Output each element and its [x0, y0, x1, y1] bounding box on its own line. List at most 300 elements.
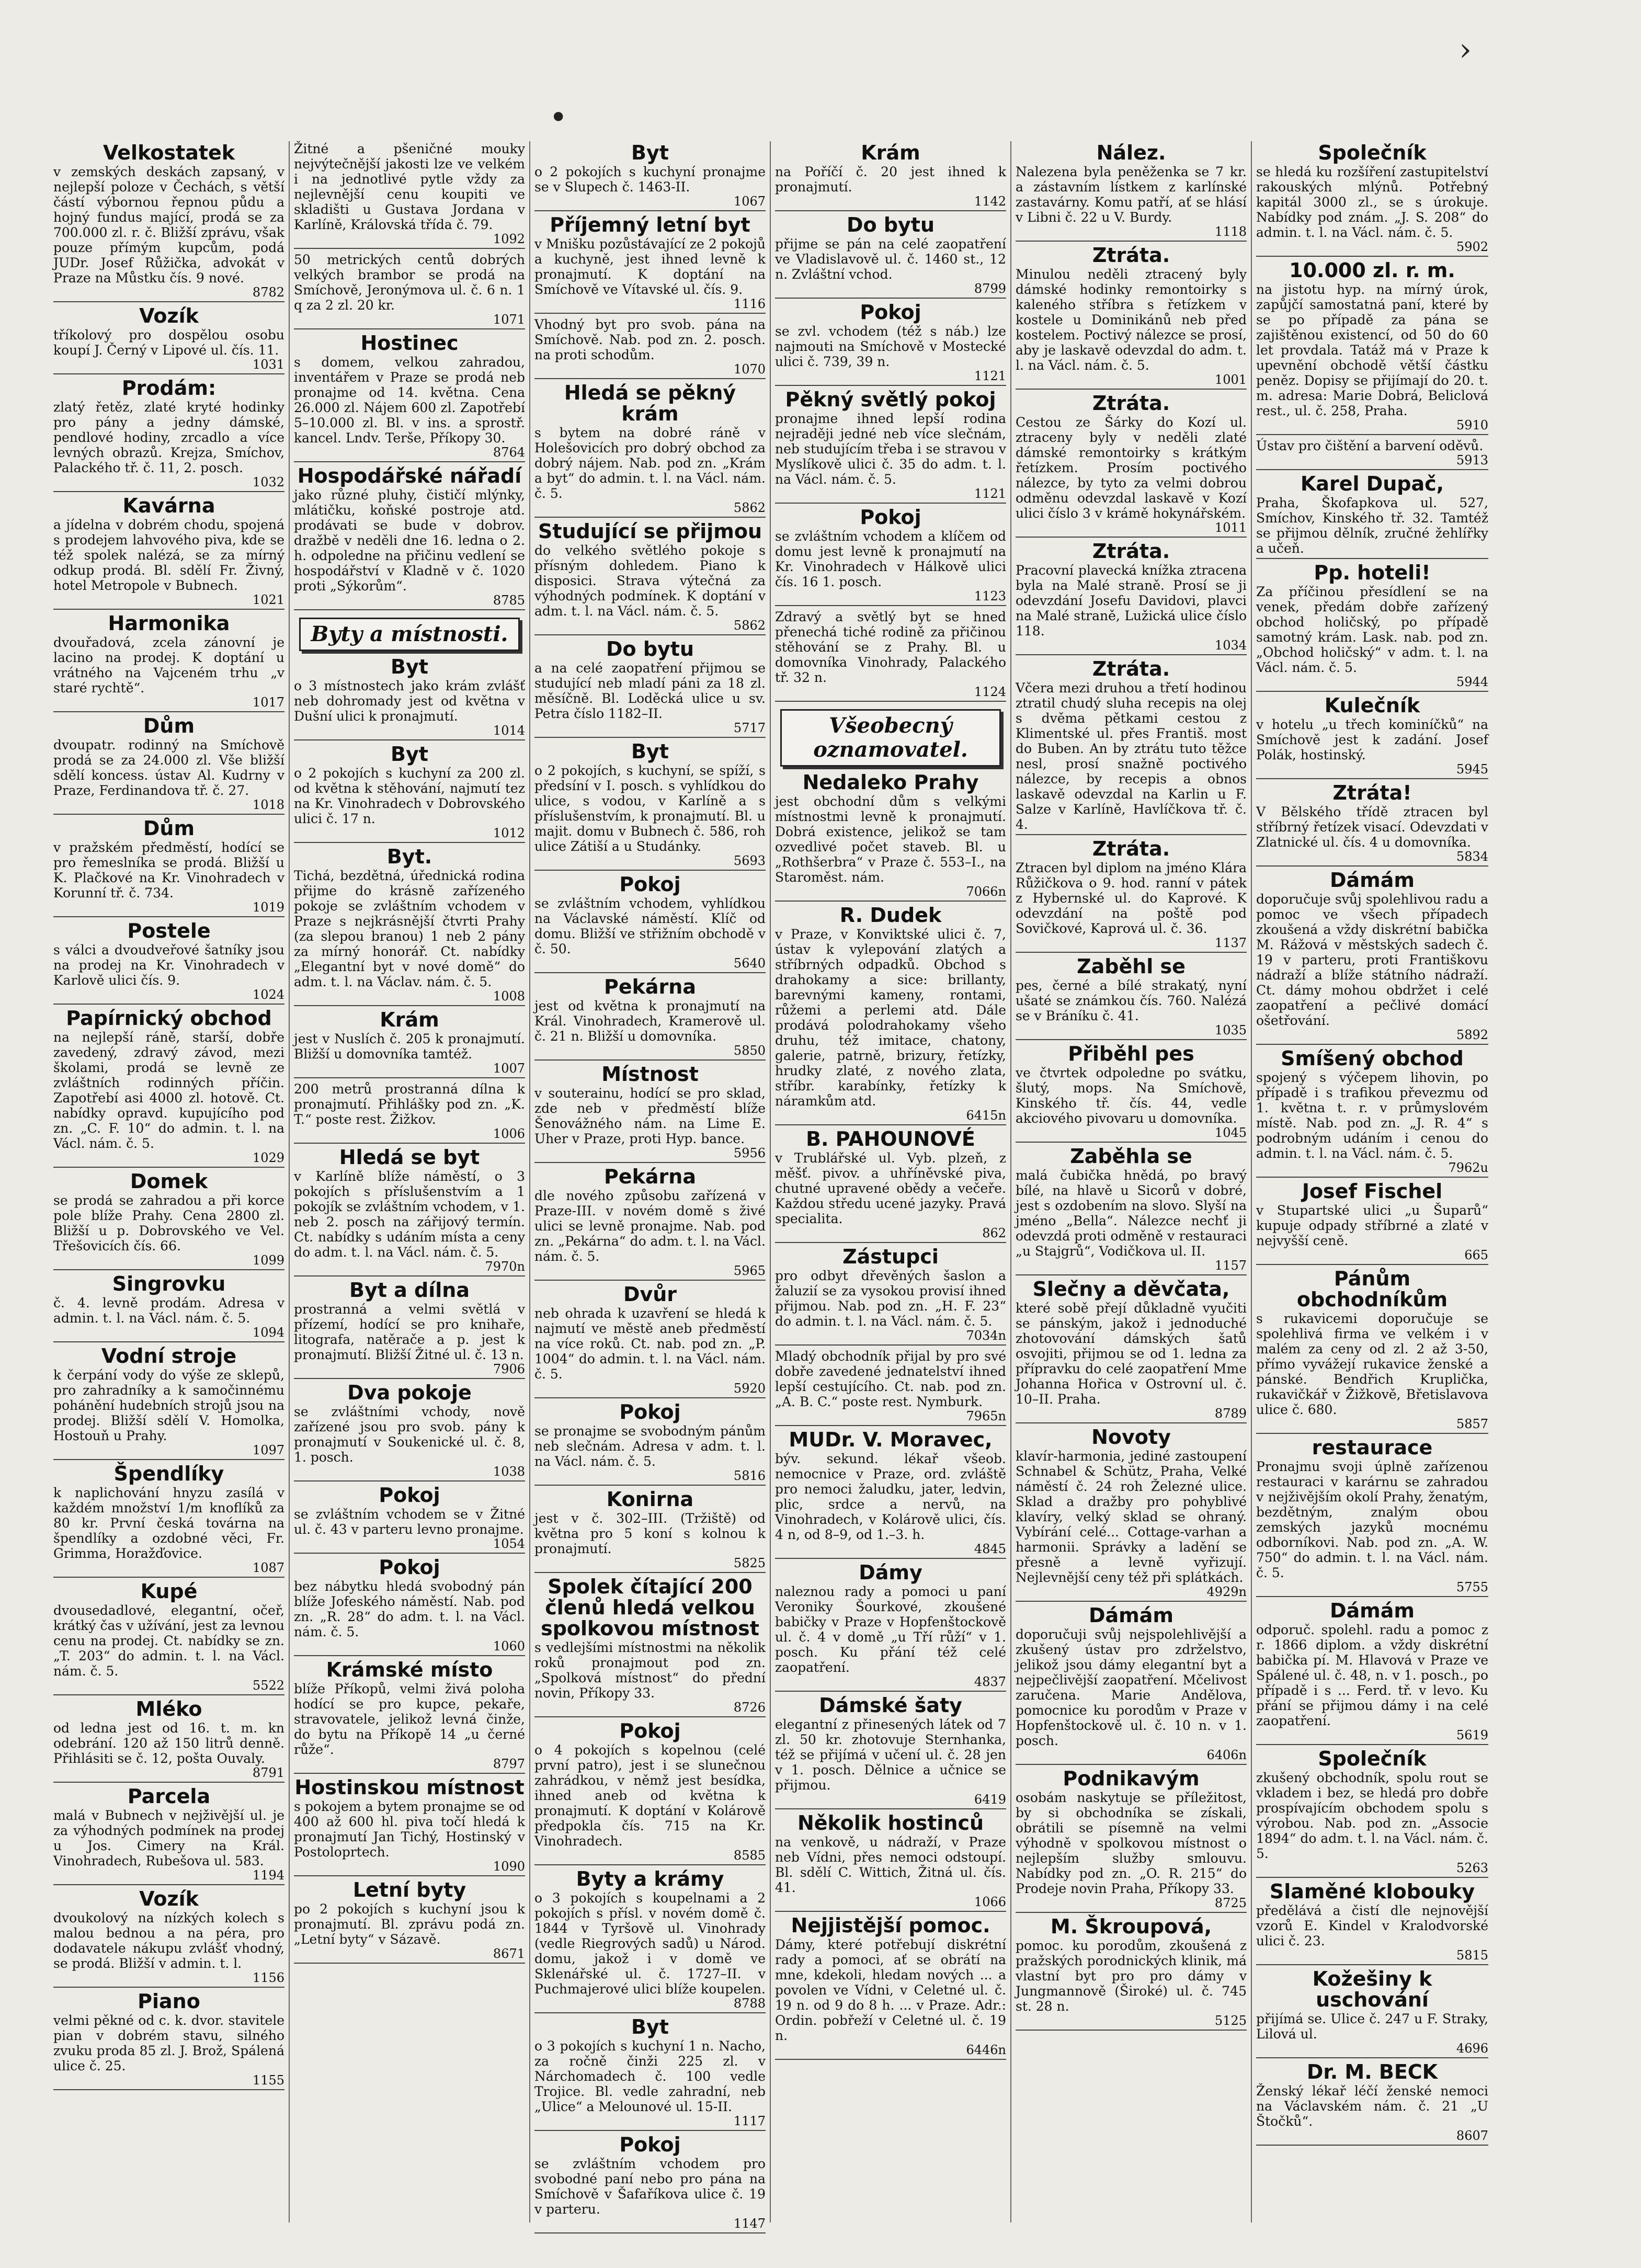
classified-ad — [1256, 473, 1488, 559]
ad-text: Ztracen byl diplom na jméno Klára Růžičkova o 9. hod. ranní v pátek z Hybernské ul. do Kaprové. K odevzdání na poště pod Sovičkové, Kaprová ul. č. 36. — [1016, 860, 1247, 936]
ad-text: Praha, Škofapkova ul. 527, Smíchov, Kinského tř. 32. Tamtéž se přijmou dělník, zručné žehlířky a učeň. — [1256, 495, 1488, 556]
ad-number: 4929n — [1206, 1585, 1247, 1599]
ad-heading: Konirna — [606, 1488, 694, 1511]
ad-heading: Společník — [1318, 141, 1427, 164]
ad-heading: Spolek čítající 200 členů hledá velkou spolkovou místnost — [541, 1575, 759, 1640]
ad-text: v Karlíně blíže náměstí, o 3 pokojích s příslušenstvím a 1 pokojík se zvláštním vchodem, v 1. neb 2. posch na zářijový termín. Ct. nabídky s udáním místa a ceny do adm. t. l. na Václ. nám. č. 5. — [294, 1169, 525, 1260]
ad-text: blíže Příkopů, velmi živá poloha hodící se pro kupce, pekaře, stravovatele, jelikož levná činže, do bytu na Příkopě 14 „u černé růže“. — [294, 1681, 525, 1757]
classified-ad — [775, 905, 1006, 1125]
ad-text: Pracovní plavecká knížka ztracena byla na Malé straně. Prosí se ji odevzdání Josefu Davidovi, plavci na Malé straně, Lužická ulice číslo 118. — [1016, 563, 1247, 639]
ad-text: ve čtvrtek odpoledne po svátku, šlutý, mops. Na Smíchově, Kinského tř. čís. 44, vedle akciového pivovaru u domovníka. — [1016, 1065, 1247, 1126]
ad-heading: Domek — [130, 1170, 208, 1193]
ad-heading: Hledá se pěkný krám — [564, 381, 736, 425]
classified-ad — [775, 609, 1006, 702]
ad-heading: Harmonika — [108, 612, 230, 635]
classified-ad — [1016, 541, 1247, 655]
ad-text: dvouřadová, zcela zánovní je lacino na prodej. K doptání u vrátného na Vajceném trhu „v staré rychtě“. — [53, 635, 284, 696]
ad-heading: Parcela — [127, 1785, 211, 1808]
ad-text: do velkého světlého pokoje s přísným dohledem. Piano k disposici. Strava výtečná za výhodných podmínek. K doptání v adm. t. l. na Václ. nám. č. 5. — [534, 543, 766, 619]
ad-heading: Pokoj — [860, 301, 921, 324]
ad-number: 7034n — [966, 1328, 1006, 1343]
ad-heading: Dům — [143, 817, 195, 840]
classified-ad — [1016, 1427, 1247, 1602]
ad-heading: Krám — [380, 1008, 439, 1031]
ad-heading: Vozík — [139, 304, 199, 327]
ad-text: se zvláštními vchody, nově zařízené jsou pro svob. pány k pronajmutí v Soukenické ul. č. 8, 1. posch. — [294, 1404, 525, 1465]
ad-number: 5522 — [252, 1678, 284, 1693]
ad-number: 1001 — [1214, 372, 1247, 387]
classified-ad — [294, 333, 525, 462]
column-3 — [530, 141, 771, 2231]
column-5 — [1011, 141, 1252, 2223]
ad-heading: Pp. hoteli! — [1314, 561, 1431, 584]
ad-heading: Letní byty — [352, 1878, 466, 1901]
ad-text: jest v č. 302–III. (Tržiště) od května pro 5 koní s kolnou k pronajmutí. — [534, 1511, 766, 1556]
ad-heading: Velkostatek — [102, 141, 235, 164]
ad-number: 1090 — [493, 1859, 525, 1874]
ad-text: neb ohrada k uzavření se hledá k najmutí ve městě aneb předměstí na více roků. Ct. nab. pod zn. „P. 1004“ do admin. t. l. na Václ. nám. č. 5. — [534, 1306, 766, 1382]
ad-text: k naplichování hnyzu zasílá v každém množství 1/m knoflíků za 80 kr. První česká továrna na špendlíky a ozdobné věci, Fr. Grimma, Horažďovice. — [53, 1485, 284, 1561]
ad-text: se pronajme se svobodným pánům neb slečnám. Adresa v adm. t. l. na Václ. nám. č. 5. — [534, 1423, 766, 1469]
classified-ad — [53, 378, 284, 492]
ad-number: 1092 — [493, 232, 525, 246]
ad-number: 5640 — [733, 956, 766, 971]
ad-number: 8764 — [493, 445, 525, 460]
ad-number: 1087 — [252, 1560, 284, 1575]
ad-text: velmi pěkné od c. k. dvor. stavitele pian v dobrém stavu, silného zvuku proda 85 zl. J. Brož, Spálená ulice č. 25. — [53, 2013, 284, 2073]
ad-number: 5902 — [1456, 240, 1488, 254]
classified-ad — [294, 1879, 525, 1964]
ad-text: prostranná a velmi světlá v přízemí, hodící se pro knihaře, litografa, natěrače a p. jest k pronajmutí. Bližší Žitné ul. č. 13 n. — [294, 1302, 525, 1362]
ad-text: pes, černé a bílé strakatý, nyní ušaté se známkou čís. 760. Nalézá se v Bráníku č. 41. — [1016, 978, 1247, 1023]
classified-ad — [294, 1280, 525, 1379]
classified-ad — [1016, 1916, 1247, 2031]
classified-columns — [49, 141, 1492, 2231]
classified-ad — [1016, 1043, 1247, 1143]
ad-number: 1014 — [493, 723, 525, 738]
classified-ad — [294, 1777, 525, 1876]
ad-number: 5816 — [733, 1468, 766, 1483]
ad-heading: R. Dudek — [839, 904, 942, 927]
classified-ad — [534, 639, 766, 738]
classified-ad — [1256, 1048, 1488, 1178]
classified-ad — [53, 1463, 284, 1578]
ad-heading: Společník — [1318, 1747, 1427, 1770]
ad-text: a na celé zaopatření přijmou se studující neb mladí páni za 18 zl. měsíčně. Bl. Loděcká ulice u sv. Petra číslo 1182–II. — [534, 660, 766, 721]
ad-heading: Pokoj — [379, 1484, 440, 1507]
ad-text: přijme se pán na celé zaopatření ve Vladislavově ul. č. 1460 st., 12 n. Zvláštní vchod. — [775, 236, 1006, 282]
classified-ad — [534, 1576, 766, 1717]
ad-heading: Krám — [861, 141, 920, 164]
ad-text: přijímá se. Ulice č. 247 u F. Straky, Lilová ul. — [1256, 2011, 1488, 2042]
ad-heading: Ztráta! — [1332, 781, 1412, 804]
ad-heading: Slečny a děvčata, — [1032, 1278, 1230, 1301]
classified-ad — [775, 142, 1006, 211]
classified-ad — [775, 1813, 1006, 1912]
ad-text: elegantní z přinesených látek od 7 zl. 50 kr. zhotovuje Sternhanka, též se přijímá v učení ul. č. 28 jen v 1. posch. Dělnice a učnice se přijmou. — [775, 1717, 1006, 1793]
classified-ad — [1016, 1605, 1247, 1765]
classified-ad — [1016, 838, 1247, 953]
classified-ad — [1016, 1279, 1247, 1423]
ad-heading: Dámy — [859, 1561, 922, 1584]
ad-heading: Kavárna — [122, 494, 215, 517]
classified-ad — [775, 1915, 1006, 2060]
classified-ad — [1256, 1437, 1488, 1597]
ad-heading: Vozík — [139, 1887, 199, 1910]
classified-ad — [1256, 1600, 1488, 1745]
ad-heading: Pěkný světlý pokoj — [785, 388, 996, 411]
ad-heading: Pokoj — [860, 506, 921, 529]
classified-ad — [53, 715, 284, 815]
ad-heading: Mléko — [135, 1697, 202, 1720]
ad-text: Mladý obchodník přijal by pro své dobře zavedené jednatelství ihned lepší cestujícího. Ct. nab. pod zn. „A. B. C.“ poste rest. Nymburk. — [775, 1349, 1006, 1409]
classified-ad — [534, 142, 766, 211]
ad-text: s vedlejšími místnostmi na několik roků pronajmout pod zn. „Spolková místnost“ do přední novin, Příkopy 33. — [534, 1640, 766, 1701]
ad-number: 8585 — [733, 1848, 766, 1863]
ad-text: pronajme ihned lepší rodina nejraději jedné neb více slečnám, neb studujícím třeba i se stravou v Myslíkově ulici č. 35 do adm. t. l. na Václ. nám. č. 5. — [775, 411, 1006, 487]
ad-heading: Singrovku — [112, 1272, 226, 1295]
ad-heading: Nález. — [1096, 141, 1166, 164]
ad-heading: Pekárna — [604, 1165, 696, 1188]
ad-number: 1012 — [493, 826, 525, 840]
ad-heading: Prodám: — [121, 377, 216, 400]
classified-ad — [775, 214, 1006, 299]
ad-text: od ledna jest od 16. t. m. kn odebrání. 120 až 150 litrů denně. Přihlásiti se č. 12, pošta Ouvaly. — [53, 1720, 284, 1766]
ad-number: 5944 — [1456, 675, 1488, 689]
ad-number: 1024 — [252, 987, 284, 1002]
ad-text: Nalezena byla peněženka se 7 kr. a zástavním lístkem z karlínské zastavárny. Komu patří, ať se hlásí v Libni č. 22 u V. Burdy. — [1016, 164, 1247, 225]
ad-heading: Podnikavým — [1063, 1767, 1200, 1790]
ad-number: 1071 — [493, 312, 525, 327]
ad-number: 5693 — [733, 853, 766, 868]
ad-heading: Ztráta. — [1092, 392, 1170, 415]
ad-text: se zvláštním vchodem se v Žitné ul. č. 43 v parteru levno pronajme. — [294, 1507, 525, 1537]
ad-text: o 3 místnostech jako krám zvlášť neb dohromady jest od května v Dušní ulici k pronajmutí. — [294, 678, 525, 724]
ad-text: na jistotu hyp. na mírný úrok, zapůjčí samostatná paní, které by se po případě za pána se zajištěnou existencí, od 50 do 60 let provdala. Tatáž má v Praze k upevnění obchodě větší částku peněz. Dopisy se přijímají do 20. t. m. adresa: Marie Dobrá, Beliclová rest., ul. č. 258, Praha. — [1256, 282, 1488, 418]
ad-text: se prodá se zahradou a při korce pole blíže Prahy. Cena 2800 zl. Bližší u p. Dobrovského ve Vel. Třešovicích čís. 66. — [53, 1193, 284, 1253]
classified-ad — [534, 521, 766, 635]
ad-text: Cestou ze Šárky do Kozí ul. ztraceny byly v neděli zlaté dámské remontoirky s krátkým řetízkem. Prosím poctivého nálezce, by tyto za velmi dobrou odměnu odevzdal laskavě v Kozí ulici číslo 3 v krámě hokynářském. — [1016, 415, 1247, 521]
ad-heading: Zaběhl se — [1077, 955, 1186, 978]
ad-number: 8671 — [493, 1946, 525, 1961]
ad-heading: Nejjistější pomoc. — [791, 1914, 990, 1937]
ad-number: 1066 — [974, 1895, 1006, 1909]
ad-number: 7906 — [493, 1362, 525, 1376]
ad-number: 1121 — [974, 486, 1006, 501]
classified-ad — [53, 1581, 284, 1695]
ad-number: 1038 — [493, 1464, 525, 1479]
ad-text: se zvl. vchodem (též s náb.) lze najmouti na Smíchově v Mostecké ulici č. 739, 39 n. — [775, 324, 1006, 369]
classified-ad — [53, 818, 284, 917]
ad-number: 1011 — [1214, 520, 1247, 535]
ad-heading: Ztráta. — [1092, 540, 1170, 563]
classified-ad — [1016, 142, 1247, 242]
ad-text: o 3 pokojích s koupelnami a 2 pokojích s přísl. v novém domě č. 1844 v Tyršově ul. Vinohrady (vedle Riegrových sadů) u Národ. domu, jakož i v domě ve Sklenářské ul. č. 1727–II. v Puchmajerové ulici blíže koupelen. — [534, 1890, 766, 1997]
ad-number: 8782 — [252, 285, 284, 300]
page-mark-right: › — [1459, 31, 1472, 68]
ad-text: Ženský lékař léčí ženské nemoci na Václavském nám. č. 21 „U Štočků“. — [1256, 2083, 1488, 2129]
ad-number: 5920 — [733, 1381, 766, 1396]
ad-heading: Pokoj — [619, 1719, 681, 1742]
classified-ad — [1016, 393, 1247, 538]
ad-text: v Praze, v Konviktské ulici č. 7, ústav k vylepování zlatých a stříbrných odpadků. Obchod s drahokamy a sice: brillanty, barevnými kameny, rontami, růžemi a perlemi atd. Dále prodává polodrahokamy všeho druhu, též imitace, chatony, galerie, patrně, brizury, řetízky, hrudky zlaté, z nového zlata, stříbr. karabínky, řetízky k náramkům atd. — [775, 927, 1006, 1109]
ad-text: dvoupatr. rodinný na Smíchově prodá se za 24.000 zl. Vše bližší sdělí koncess. ústav Al. Kudrny v Praze, Ferdinandova tř. č. 27. — [53, 737, 284, 798]
ad-number: 5263 — [1456, 1861, 1488, 1875]
ad-heading: Karel Dupač, — [1300, 472, 1444, 495]
ad-text: bez nábytku hledá svobodný pán blíže Jofeského náměstí. Nab. pod zn. „R. 28“ do adm. t. l. na Václ. nám. č. 5. — [294, 1579, 525, 1639]
classified-ad — [1256, 2061, 1488, 2146]
ad-number: 665 — [1464, 1248, 1488, 1262]
ad-number: 1032 — [252, 475, 284, 489]
ad-number: 1008 — [493, 989, 525, 1004]
ad-heading: Hospodářské nářadí — [297, 464, 522, 487]
section-banner-oznamovatel: Všeobecný oznamovatel. — [780, 709, 1001, 767]
ad-text: Zdravý a světlý byt se hned přenechá tiché rodině za přičinou stěhování se z Prahy. Bl. u domovníka Vinohrady, Palackého tř. 32 n. — [775, 609, 1006, 685]
ad-number: 8726 — [733, 1700, 766, 1715]
classified-ad — [775, 772, 1006, 902]
ad-heading: Smíšený obchod — [1281, 1047, 1464, 1070]
ad-text: dvoukolový na nízkých kolech s malou bednou a na péra, pro dodavatele nákupu zvlášť vhodný, se prodá. Bližší v admin. t. l. — [53, 1910, 284, 1971]
ad-heading: Kulečník — [1324, 694, 1420, 717]
ad-number: 1054 — [493, 1536, 525, 1551]
ad-number: 1021 — [252, 592, 284, 607]
ad-text: pomoc. ku porodům, zkoušená z pražských porodnických klinik, má vlastní byt pro pro dámy v Jungmannově (Široké) ul. č. 745 st. 28 n. — [1016, 1938, 1247, 2014]
ad-text: Ústav pro čištění a barvení oděvů. — [1256, 438, 1484, 453]
classified-ad — [53, 1273, 284, 1342]
ad-text: jest v Nuslích č. 205 k pronajmutí. Bližší u domovníka tamtéž. — [294, 1031, 525, 1062]
ad-text: po 2 pokojích s kuchyní jsou k pronajmutí. Bl. zprávu podá zn. „Letní byty“ v Sázavě. — [294, 1901, 525, 1947]
ad-number: 1157 — [1214, 1258, 1247, 1273]
ad-text: jest od května k pronajmutí na Král. Vinohradech, Kramerově ul. č. 21 n. Bližší u domovníka. — [534, 998, 766, 1044]
classified-ad — [294, 1009, 525, 1078]
ad-heading: Pekárna — [604, 975, 696, 998]
ad-number: 4837 — [974, 1674, 1006, 1689]
classified-ad — [294, 1382, 525, 1481]
classified-ad — [1256, 695, 1488, 779]
ad-heading: Hledá se byt — [339, 1146, 480, 1169]
classified-ad — [1256, 1968, 1488, 2058]
classified-ad — [534, 874, 766, 973]
classified-ad — [534, 214, 766, 314]
classified-ad — [294, 846, 525, 1006]
ad-heading: Hostinec — [360, 332, 459, 355]
ad-heading: Pokoj — [619, 1400, 681, 1423]
ad-number: 5945 — [1456, 762, 1488, 777]
ad-text: dle nového způsobu zařízená v Praze-III. v novém domě s živé ulici se levně pronajme. Nab. pod zn. „Pekárna“ do adm. t. l. na Václ. nám. č. 5. — [534, 1188, 766, 1264]
ad-number: 1121 — [974, 369, 1006, 383]
classified-ad — [1256, 1181, 1488, 1265]
ad-number: 5834 — [1456, 849, 1488, 864]
ad-number: 5965 — [733, 1263, 766, 1278]
ad-number: 1007 — [493, 1061, 525, 1076]
classified-ad — [53, 1991, 284, 2090]
ad-text: k čerpání vody do výše ze sklepů, pro zahradníky a k samočinnému pohánění hudebních strojů jsou na prodej. Bližší sdělí V. Homolka, Hostouň u Prahy. — [53, 1367, 284, 1443]
ad-text: zkušený obchodník, spolu rout se vkladem i bez, se hledá pro dobře prospívajícím obchodem spolu s výrobou. Nab. pod zn. „Associe 1894“ do adm. t. l. na Václ. nám. č. 5. — [1256, 1770, 1488, 1861]
ad-heading: Byt — [391, 743, 428, 766]
classified-ad — [534, 317, 766, 379]
ad-text: s rukavicemi doporučuje se spolehlivá firma ve velkém i v malém za ceny od zl. 2 až 3-50, přímo vyvážejí rukavice ženské a pánské. Bendřich Kruplička, rukavičkář v Žižkově, Břetislavova ulice č. 680. — [1256, 1311, 1488, 1417]
ad-heading: MUDr. V. Moravec, — [789, 1428, 993, 1451]
column-6 — [1252, 141, 1492, 2223]
ad-number: 1156 — [252, 1970, 284, 1985]
classified-ad — [775, 1246, 1006, 1346]
ad-number: 5755 — [1456, 1580, 1488, 1594]
classified-ad — [53, 1008, 284, 1168]
ad-text: v souterainu, hodící se pro sklad, zde neb v předměstí blíže Šenovážného nám. na Lime E. Uher v Praze, proti Hyp. bance. — [534, 1086, 766, 1146]
ad-text: malá v Bubnech v nejživější ul. je za výhodných podmínek na prodej u Jos. Cimery na Král. Vinohradech, Rubešova ul. 583. — [53, 1808, 284, 1868]
ad-number: 1099 — [252, 1253, 284, 1268]
ad-number: 5956 — [733, 1146, 766, 1160]
ad-number: 1142 — [974, 194, 1006, 209]
classified-ad — [53, 613, 284, 712]
classified-ad — [294, 656, 525, 740]
ad-number: 5862 — [733, 500, 766, 515]
ad-heading: Dámské šaty — [819, 1694, 962, 1717]
classified-ad — [1256, 562, 1488, 692]
ad-text: spojený s výčepem lihovin, po případě i s trafikou převezmu od 1. května t. r. v průmyslovém místě. Nab. pod zn. „J. R. 4“ s podrobným udáním i cenou do admin. t. l. na Václ. nám. č. 5. — [1256, 1070, 1488, 1161]
ad-heading: Příjemný letní byt — [550, 213, 750, 236]
ad-text: v hotelu „u třech kominíčků“ na Smíchově jest k zadání. Josef Polák, hostinský. — [1256, 717, 1488, 762]
ad-text: v Trublářské ul. Vyb. plzeň, z měšť. pivov. a uhříněvské piva, chutné upravené obědy a večeře. Každou středu ucené jazyky. Pravá specialita. — [775, 1150, 1006, 1226]
ad-heading: Do bytu — [846, 213, 935, 236]
ad-number: 8789 — [1214, 1406, 1247, 1421]
ad-number: 1070 — [733, 362, 766, 377]
ad-text: Dámy, které potřebují diskrétní rady a pomoci, ať se obrátí na mne, kdekoli, hledam nových ... a povolen ve Vídni, v Celetné ul. č. 19 n. od 9 do 8 h. ... v Praze. Adr.: Ordin. pobřeží v Celetné ul. č. 19 n. — [775, 1937, 1006, 2043]
ad-text: malá čubička hnědá, po bravý bílé, na hlavě u Sicorů v dobré, jest s ozdobením na slovo. Slyší na jméno „Bella“. Nálezce nechť ji odevzdá proti odměně v restauraci „u Stajgrů“, Vodičkova ul. II. — [1016, 1168, 1247, 1259]
ad-number: 6419 — [974, 1792, 1006, 1807]
section-banner-byty: Byty a místnosti. — [299, 618, 520, 651]
classified-ad — [534, 1166, 766, 1281]
ad-number: 8607 — [1456, 2128, 1488, 2143]
ad-number: 1019 — [252, 900, 284, 915]
ad-number: 7965n — [966, 1409, 1006, 1423]
ad-number: 5850 — [733, 1043, 766, 1058]
ad-number: 1031 — [252, 357, 284, 372]
ad-text: Pronajmu svoji úplně zařízenou restauraci v karárnu se zahradou v nejživějším okolí Prahy, ženatým, bezdětným, znalým obou zemských jazyků mocnému odborníkovi. Nab. pod zn. „A. W. 750“ do admin. t. l. na Václ. nám. č. 5. — [1256, 1459, 1488, 1580]
ad-number: 1117 — [733, 2114, 766, 2128]
ad-number: 5717 — [733, 721, 766, 735]
classified-ad — [534, 1489, 766, 1573]
classified-ad — [534, 976, 766, 1061]
classified-ad — [294, 1485, 525, 1554]
ad-text: tříkolový pro dospělou osobu koupí J. Černý v Lipové ul. čís. 11. — [53, 327, 284, 358]
ad-heading: Ztráta. — [1092, 244, 1170, 267]
classified-ad — [534, 2134, 766, 2233]
ad-text: o 4 pokojích s kopelnou (celé první patro), jest i se slunečnou zahrádkou, v němž jest besídka, ihned aneb od května k pronajmutí. K doptání v Kolárově předpokla čís. 715 na Kr. Vinohradech. — [534, 1742, 766, 1849]
classified-ad — [534, 1868, 766, 2013]
ad-heading: Byt — [631, 740, 669, 763]
classified-ad — [53, 142, 284, 302]
ad-number: 5125 — [1214, 2013, 1247, 2028]
ad-text: v zemských deskách zapsaný, v nejlepší poloze v Čechách, s větší částí výbornou řepnou půdu a hojný fundus mající, prodá se za 700.000 zl. r. č. Bližší zprávu, však pouze přímým kupcům, podá JUDr. Josef Růžička, advokát v Praze na Můstku čís. 9 nové. — [53, 164, 284, 286]
ad-text: se hledá ku rozšíření zastupitelství rakouských mlýnů. Potřebný kapitál 3000 zl., se s úrokuje. Nabídky pod znám. „J. S. 208“ do admin. t. l. na Václ. nám. č. 5. — [1256, 164, 1488, 240]
ad-number: 1137 — [1214, 936, 1247, 950]
ad-number: 7970n — [485, 1259, 525, 1274]
classified-ad — [775, 1349, 1006, 1426]
ad-number: 1118 — [1214, 224, 1247, 239]
ad-text: o 3 pokojích s kuchyní 1 n. Nacho, za ročně činži 225 zl. v Nárchomadech č. 100 vedle Trojice. Bl. vedle zahradní, neb „Ulice“ a Melounové ul. 15-II. — [534, 2038, 766, 2114]
ad-text: zlatý řetěz, zlaté kryté hodinky pro pány a jedny dámské, pendlové hodiny, zrcadlo a více levných obrazů. Krejza, Smíchov, Palackého tř. č. 11, 2. posch. — [53, 400, 284, 475]
ad-number: 7066n — [966, 884, 1006, 899]
ad-number: 5857 — [1456, 1417, 1488, 1431]
ad-heading: Kupé — [140, 1580, 198, 1603]
ad-number: 4696 — [1456, 2041, 1488, 2056]
ad-text: č. 4. levně prodám. Adresa v admin. t. l. na Václ. nám. č. 5. — [53, 1295, 284, 1326]
ad-number: 8725 — [1214, 1896, 1247, 1910]
ad-number: 1034 — [1214, 638, 1247, 653]
ad-heading: B. PAHOUNOVÉ — [806, 1127, 975, 1150]
classified-ad — [534, 382, 766, 518]
ad-text: o 2 pokojích s kuchyní pronajme se v Slupech č. 1463-II. — [534, 164, 766, 195]
ad-text: předělává a čistí dle nejnovější vzorů E. Kindel v Kralodvorské ulici č. 23. — [1256, 1903, 1488, 1948]
ad-number: 1194 — [252, 1868, 284, 1883]
ad-heading: Dva pokoje — [347, 1381, 472, 1404]
ad-heading: Josef Fischel — [1302, 1180, 1443, 1203]
ad-heading: Slaměné klobouky — [1269, 1880, 1475, 1903]
classified-ad — [534, 1401, 766, 1486]
ad-heading: Krámské místo — [326, 1658, 493, 1681]
classified-ad — [1256, 142, 1488, 257]
classified-ad — [775, 1562, 1006, 1692]
ad-heading: Byt. — [386, 845, 432, 868]
ad-text: Za příčinou přesídlení se na venek, předám dobře zařízený obchod holičský, po případě samotný krám. Lask. nab. pod zn. „Obchod holičský“ v adm. t. l. na Václ. nám. č. 5. — [1256, 584, 1488, 675]
ad-heading: M. Škroupová, — [1050, 1915, 1212, 1938]
ad-text: odporuč. spolehl. radu a pomoc z r. 1866 diplom. a vždy diskrétní babička pí. M. Hlavová v Praze ve Spálené ul. č. 48, n. v 1. posch., po případě i s ... Ferd. tř. v levo. Ku přání se přijmou dámy i na celé zaopatření. — [1256, 1622, 1488, 1728]
ad-number: 1045 — [1214, 1125, 1247, 1140]
classified-ad — [534, 1284, 766, 1398]
ad-heading: Pokoj — [379, 1556, 440, 1579]
ad-text: s válci a dvoudveřové šatníky jsou na prodej na Kr. Vinohradech v Karlově ulici čís. 9. — [53, 942, 284, 988]
ad-number: 5825 — [733, 1556, 766, 1570]
ad-number: 6415n — [966, 1108, 1006, 1123]
classified-ad — [534, 1064, 766, 1163]
ad-text: Vhodný byt pro svob. pána na Smíchově. Nab. pod zn. 2. posch. na proti schodům. — [534, 317, 766, 362]
classified-ad — [294, 1147, 525, 1277]
classified-ad — [775, 389, 1006, 504]
classified-ad — [1256, 260, 1488, 435]
column-4 — [771, 141, 1011, 2223]
classified-ad — [1256, 1268, 1488, 1434]
classified-ad — [294, 465, 525, 610]
ad-number: 6406n — [1206, 1748, 1247, 1762]
classified-ad — [775, 507, 1006, 606]
ad-heading: 10.000 zl. r. m. — [1289, 259, 1455, 282]
classified-ad — [294, 1557, 525, 1656]
ad-heading: Pokoj — [619, 873, 681, 896]
ad-heading: Špendlíky — [113, 1462, 224, 1485]
ad-number: 5892 — [1456, 1028, 1488, 1042]
ad-heading: Studující se přijmou — [538, 520, 762, 543]
ad-text: se zvláštním vchodem, vyhlídkou na Václavské náměstí. Klíč od domu. Bližší ve střižním obchodě v č. 50. — [534, 896, 766, 956]
classified-ad — [1016, 1768, 1247, 1913]
classified-ad — [53, 1699, 284, 1783]
ad-text: jest obchodní dům s velkými místnostmi levně k pronajmutí. Dobrá existence, jelikož se tam ozvedlivé počet staveb. Bl. u „Rothšerbra“ v Praze č. 553–I., na Staroměst. nám. — [775, 794, 1006, 885]
classified-ad — [53, 1346, 284, 1460]
ad-text: se zvláštním vchodem pro svobodné paní nebo pro pána na Smíchově v Šafaříkova ulice č. 19 v parteru. — [534, 2156, 766, 2217]
ad-heading: Hostinskou místnost — [294, 1776, 525, 1799]
classified-ad — [534, 741, 766, 871]
classified-ad — [53, 1171, 284, 1270]
ad-heading: restaurace — [1312, 1436, 1433, 1459]
ad-number: 1029 — [252, 1150, 284, 1165]
ad-heading: Ztráta. — [1092, 837, 1170, 860]
classified-ad — [1256, 1748, 1488, 1878]
ad-number: 6446n — [966, 2043, 1006, 2057]
ad-text: s pokojem a bytem pronajme se od 400 až 600 hl. piva točí hledá k pronajmutí Jan Tichý, Hostinský v Postoloprtech. — [294, 1799, 525, 1860]
ad-number: 5910 — [1456, 418, 1488, 432]
page-mark-top: • — [549, 99, 568, 136]
ad-number: 7962u — [1448, 1160, 1488, 1175]
